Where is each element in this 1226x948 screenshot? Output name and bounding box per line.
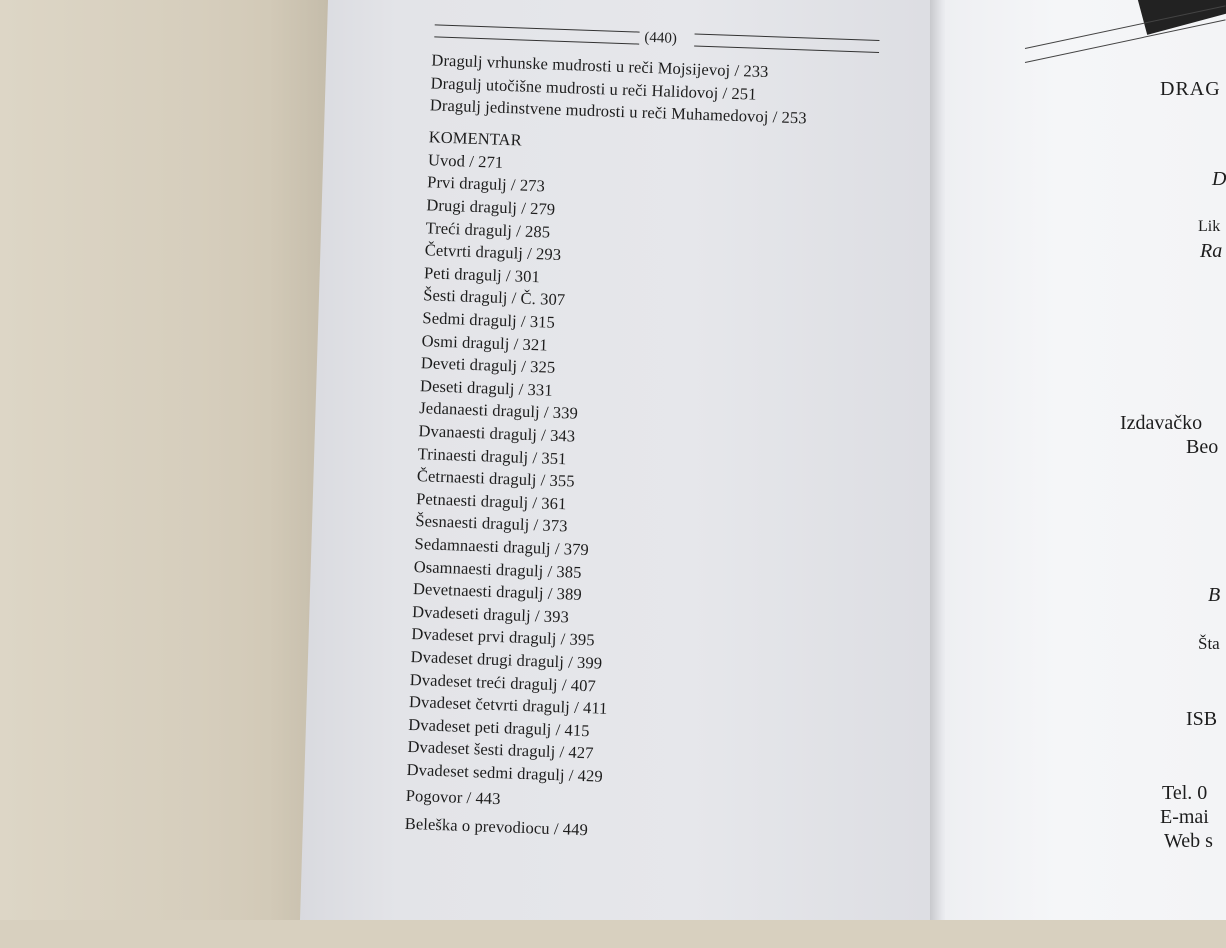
title-fragment: DRAG [1160,78,1221,100]
toc-entry: Sedamnaesti dragulj / 379 [414,534,590,560]
toc-entry: Beleška o prevodiocu / 449 [404,814,589,840]
city-fragment: Beo [1186,436,1219,458]
toc-entry: Četvrti dragulj / 293 [424,240,562,265]
toc-entry: Treći dragulj / 285 [425,217,551,242]
toc-entry: Deveti dragulj / 325 [420,353,556,378]
toc-entry: Devetnaesti dragulj / 389 [412,579,583,605]
phone-fragment: Tel. 0 [1162,782,1208,804]
toc-entry: Dvadeset sedmi dragulj / 429 [406,759,604,786]
toc-entry-part1: Dragulj vrhunske mudrosti u reči Mojsijevoj / 233 [431,50,769,82]
toc-entry: Peti dragulj / 301 [423,263,541,287]
header-rule-left [434,36,639,44]
toc-entry-part1: Dragulj utočišne mudrosti u reči Halidovoj / 251 [430,72,757,104]
toc-entry: Dvadeset četvrti dragulj / 411 [408,692,608,719]
toc-entry: Pogovor / 443 [405,785,501,808]
email-fragment: E-mai [1160,806,1209,828]
editor-fragment: B [1208,584,1221,606]
credit-label-fragment: Lik [1198,218,1221,235]
toc-entry: Dvanaesti dragulj / 343 [418,421,576,446]
header-rule-left [435,24,640,32]
toc-entry: Dvadeset drugi dragulj / 399 [410,646,603,673]
toc-entry: Dvadeseti dragulj / 393 [411,601,570,627]
toc-entry: Uvod / 271 [427,150,504,172]
toc-entry: Petnaesti dragulj / 361 [415,488,567,514]
print-fragment: Šta [1198,634,1220,653]
toc-entry: Osamnaesti dragulj / 385 [413,556,582,582]
toc-entry: Deseti dragulj / 331 [419,375,553,400]
toc-entry: Trinaesti dragulj / 351 [417,443,567,468]
toc-entry: Dvadeset treći dragulj / 407 [409,669,597,696]
toc-entry: Dvadeset šesti dragulj / 427 [407,737,594,763]
isbn-fragment: ISB [1186,708,1218,730]
header-rule-right [694,45,879,52]
toc-entry: Šesnaesti dragulj / 373 [415,511,568,536]
toc-entry: Drugi dragulj / 279 [426,195,556,219]
toc-entry: Dvadeset peti dragulj / 415 [407,714,590,741]
toc-entry: Osmi dragulj / 321 [421,330,548,355]
credit-name-fragment: Ra [1200,240,1223,262]
toc-entry: Sedmi dragulj / 315 [422,308,556,332]
toc-entry: Prvi dragulj / 273 [426,172,546,196]
publisher-fragment: Izdavačko [1120,412,1203,434]
web-fragment: Web s [1164,830,1213,852]
author-fragment: D [1212,168,1226,190]
toc-entry: Dvadeset prvi dragulj / 395 [411,624,595,650]
toc-entry: Jedanaesti dragulj / 339 [419,398,579,424]
header-rule-right [695,34,880,41]
section-heading: KOMENTAR [428,127,523,150]
page-number: (440) [644,29,678,47]
toc-entry: Šesti dragulj / Č. 307 [422,285,566,310]
toc-entry-part1: Dragulj jedinstvene mudrosti u reči Muhamedovoj / 253 [429,95,807,128]
toc-entry: Četrnaesti dragulj / 355 [416,466,575,491]
